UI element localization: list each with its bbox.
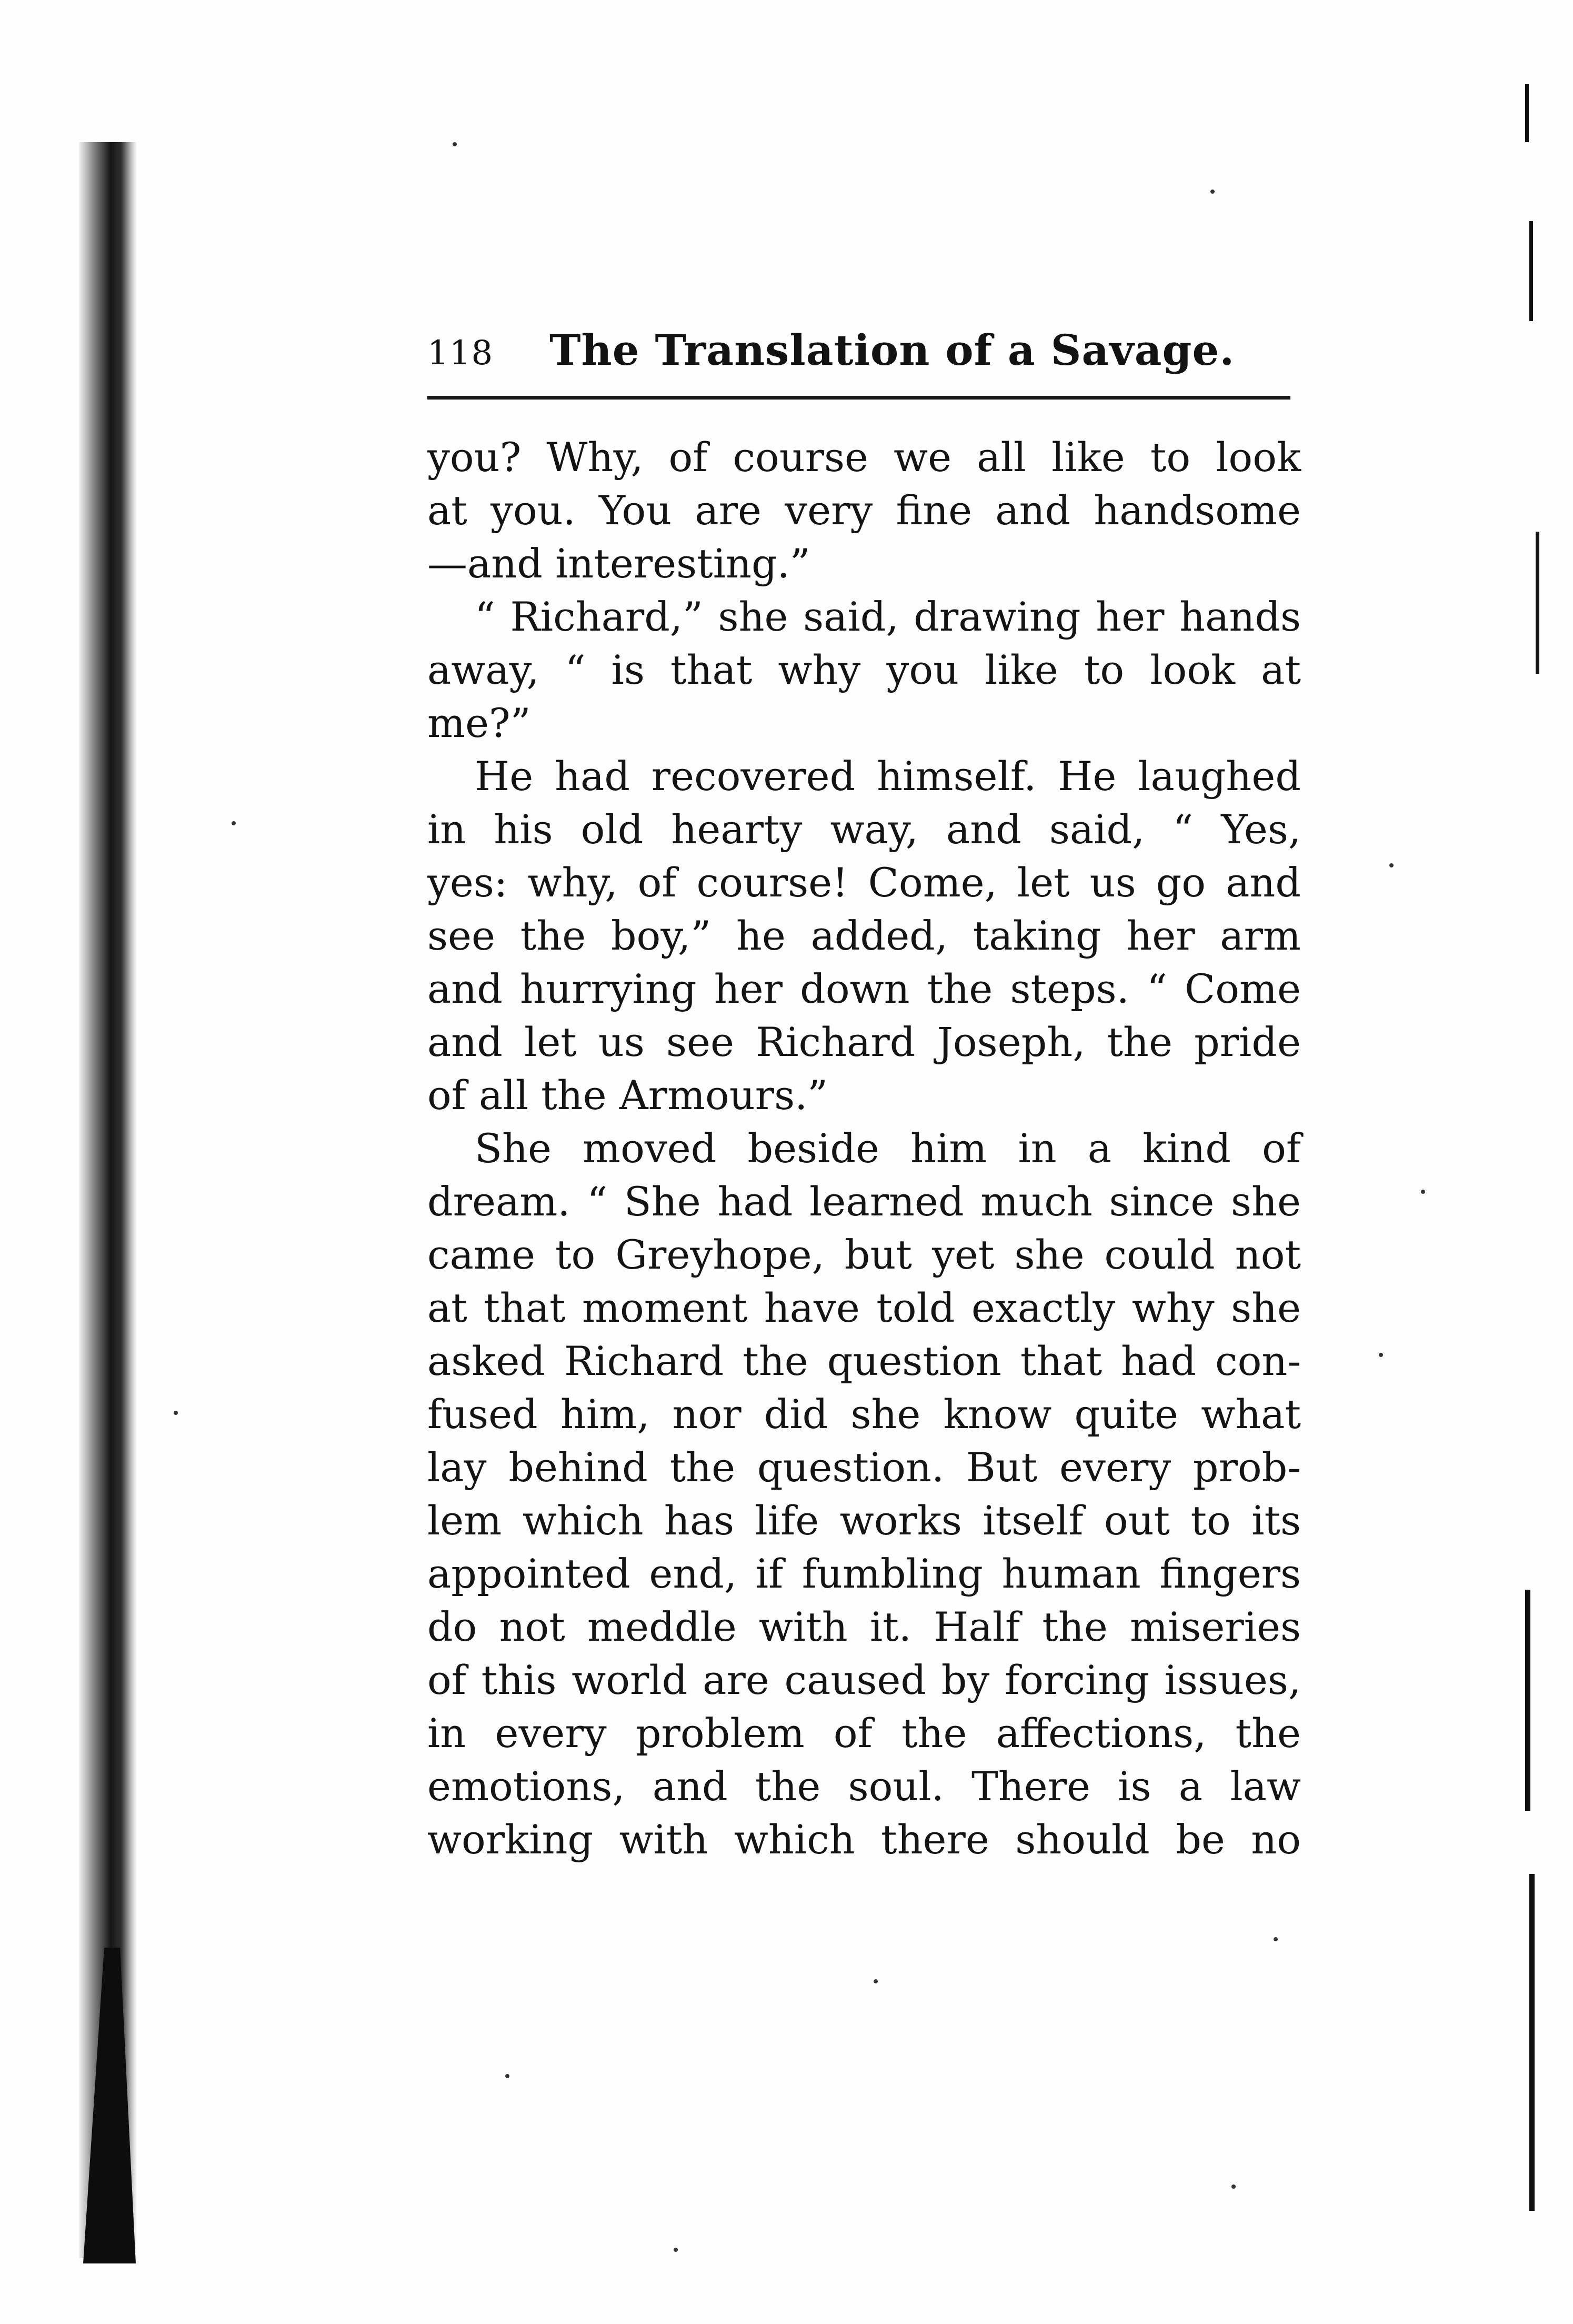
text-line: do not meddle with it. Half the miseries	[427, 1603, 1301, 1650]
text-line: me?”	[427, 700, 531, 746]
text-line: fused him, nor did she know quite what	[427, 1391, 1301, 1438]
scan-speck	[874, 1979, 878, 1983]
scan-speck	[1421, 1190, 1425, 1194]
scan-mark-middle-right	[1536, 532, 1539, 674]
scan-speck	[1210, 189, 1215, 194]
body-text	[427, 431, 1301, 1866]
text-line: “ Richard,” she said, drawing her hands	[475, 593, 1301, 640]
scan-speck	[1389, 863, 1394, 867]
binding-edge-shadow	[79, 142, 137, 2258]
page-number: 118	[427, 334, 494, 373]
text-line: working with which there should be no	[427, 1816, 1301, 1863]
text-line: appointed end, if fumbling human fingers	[427, 1550, 1301, 1597]
scan-mark-lower-right	[1525, 1590, 1530, 1811]
text-line: at that moment have told exactly why she	[427, 1284, 1301, 1331]
text-line: of this world are caused by forcing issues,	[427, 1657, 1301, 1703]
scan-speck	[505, 2074, 509, 2078]
text-line: dream. “ She had learned much since she	[427, 1178, 1301, 1225]
scan-speck	[1274, 1937, 1278, 1941]
scan-mark-bottom-right	[1529, 1874, 1535, 2211]
text-line: She moved beside him in a kind of	[475, 1125, 1301, 1172]
text-line: away, “ is that why you like to look at	[427, 646, 1301, 693]
running-head-title: The Translation of a Savage.	[549, 325, 1235, 375]
text-line: in every problem of the affections, the	[427, 1710, 1301, 1757]
scan-speck	[1379, 1353, 1383, 1357]
scan-speck	[674, 2248, 678, 2252]
text-line: yes: why, of course! Come, let us go and	[427, 859, 1301, 906]
text-line: lem which has life works itself out to its	[427, 1497, 1301, 1544]
text-line: at you. You are very fine and handsome	[427, 487, 1301, 534]
header-rule	[427, 396, 1290, 400]
scan-speck	[453, 142, 457, 146]
scan-speck	[174, 1411, 178, 1415]
scan-mark-upper-right	[1529, 221, 1533, 321]
text-line: and let us see Richard Joseph, the pride	[427, 1019, 1301, 1065]
text-line: see the boy,” he added, taking her arm	[427, 912, 1301, 959]
text-line: asked Richard the question that had con-	[427, 1338, 1301, 1384]
scan-mark-top-right	[1525, 84, 1529, 142]
scan-speck	[1231, 2185, 1236, 2189]
text-line: in his old hearty way, and said, “ Yes,	[427, 806, 1301, 853]
text-line: lay behind the question. But every prob-	[427, 1444, 1301, 1491]
text-line: you? Why, of course we all like to look	[427, 434, 1301, 481]
scan-speck	[232, 821, 236, 825]
text-line: of all the Armours.”	[427, 1072, 828, 1119]
running-head	[427, 322, 1290, 380]
text-line: emotions, and the soul. There is a law	[427, 1763, 1301, 1810]
text-line: and hurrying her down the steps. “ Come	[427, 965, 1301, 1012]
text-line: came to Greyhope, but yet she could not	[427, 1231, 1301, 1278]
text-line: —and interesting.”	[427, 540, 810, 587]
text-line: He had recovered himself. He laughed	[475, 753, 1301, 800]
